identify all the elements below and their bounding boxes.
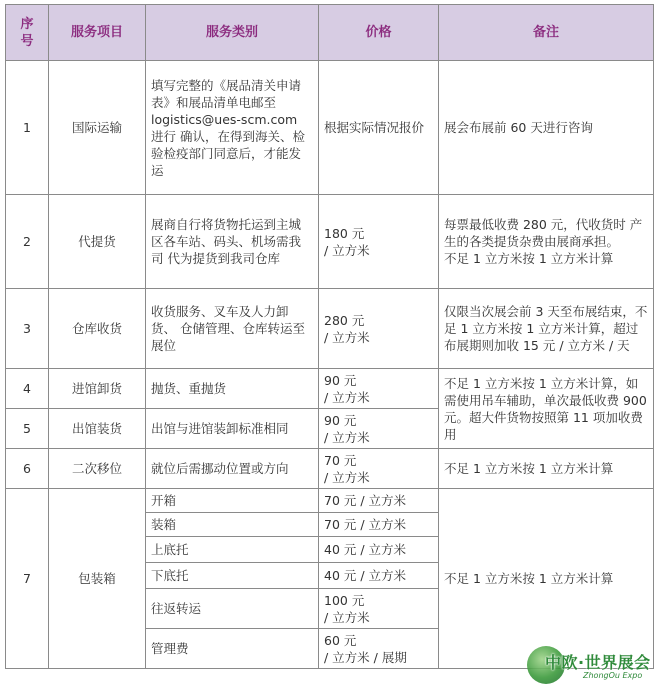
sub-service-price: 40 元 / 立方米 bbox=[319, 537, 439, 563]
header-item: 服务项目 bbox=[49, 5, 146, 61]
expo-logo bbox=[527, 638, 651, 694]
sub-service-category: 开箱 bbox=[146, 489, 319, 513]
sub-service-price: 40 元 / 立方米 bbox=[319, 563, 439, 589]
sub-service-price: 70 元 / 立方米 bbox=[319, 513, 439, 537]
service-category: 出馆与进馆装卸标准相同 bbox=[146, 409, 319, 449]
service-remark: 展会布展前 60 天进行咨询 bbox=[439, 61, 654, 195]
service-item: 国际运输 bbox=[49, 61, 146, 195]
service-item: 代提货 bbox=[49, 195, 146, 289]
service-category: 展商自行将货物托运到主城 区各车站、码头、机场需我司 代为提货到我司仓库 bbox=[146, 195, 319, 289]
row-number: 1 bbox=[6, 61, 49, 195]
table-row bbox=[6, 369, 654, 409]
service-price: 70 元 / 立方米 bbox=[319, 449, 439, 489]
header-remark: 备注 bbox=[439, 5, 654, 61]
sub-service-price: 60 元 / 立方米 / 展期 bbox=[319, 629, 439, 669]
service-remark: 不足 1 立方米按 1 立方米计算 bbox=[439, 449, 654, 489]
row-number: 5 bbox=[6, 409, 49, 449]
service-category: 收货服务、叉车及人力卸货、 仓储管理、仓库转运至展位 bbox=[146, 289, 319, 369]
header-row bbox=[6, 5, 654, 61]
logo-subtitle: ZhongOu Expo bbox=[583, 671, 643, 680]
sub-service-price: 100 元 / 立方米 bbox=[319, 589, 439, 629]
row-number: 2 bbox=[6, 195, 49, 289]
sub-service-category: 上底托 bbox=[146, 537, 319, 563]
sub-service-category: 往返转运 bbox=[146, 589, 319, 629]
table-row bbox=[6, 489, 654, 513]
row-number: 7 bbox=[6, 489, 49, 669]
service-item: 进馆卸货 bbox=[49, 369, 146, 409]
service-item: 仓库收货 bbox=[49, 289, 146, 369]
service-remark: 不足 1 立方米按 1 立方米计算，如需使用吊车辅助，单次最低收费 900 元。超大件货物按照第 11 项加收费用 bbox=[439, 369, 654, 449]
service-item: 包装箱 bbox=[49, 489, 146, 669]
sub-service-category: 管理费 bbox=[146, 629, 319, 669]
sub-service-category: 装箱 bbox=[146, 513, 319, 537]
sub-service-price: 70 元 / 立方米 bbox=[319, 489, 439, 513]
header-price: 价格 bbox=[319, 5, 439, 61]
service-price: 280 元 / 立方米 bbox=[319, 289, 439, 369]
service-item: 出馆装货 bbox=[49, 409, 146, 449]
service-category: 填写完整的《展品清关申请 表》和展品清单电邮至 logistics@ues-scm.com 进行 确认，在得到海关、检验检疫部门同意后，才能发运 bbox=[146, 61, 319, 195]
table-row bbox=[6, 449, 654, 489]
service-remark: 每票最低收费 280 元，代收货时 产生的各类提货杂费由展商承担。 不足 1 立方米按 1 立方米计算 bbox=[439, 195, 654, 289]
price-table bbox=[5, 4, 654, 669]
table-row bbox=[6, 61, 654, 195]
service-price: 根据实际情况报价 bbox=[319, 61, 439, 195]
row-number: 3 bbox=[6, 289, 49, 369]
table-row bbox=[6, 195, 654, 289]
service-price: 90 元 / 立方米 bbox=[319, 409, 439, 449]
service-category: 就位后需挪动位置或方向 bbox=[146, 449, 319, 489]
service-remark: 仅限当次展会前 3 天至布展结束，不足 1 立方米按 1 立方米计算，超过布展期则加收 15 元 / 立方米 / 天 bbox=[439, 289, 654, 369]
service-price: 180 元 / 立方米 bbox=[319, 195, 439, 289]
service-price: 90 元 / 立方米 bbox=[319, 369, 439, 409]
header-category: 服务类别 bbox=[146, 5, 319, 61]
table-row bbox=[6, 289, 654, 369]
row-number: 4 bbox=[6, 369, 49, 409]
service-item: 二次移位 bbox=[49, 449, 146, 489]
service-category: 抛货、重抛货 bbox=[146, 369, 319, 409]
service-remark: 不足 1 立方米按 1 立方米计算 bbox=[439, 489, 654, 669]
sub-service-category: 下底托 bbox=[146, 563, 319, 589]
row-number: 6 bbox=[6, 449, 49, 489]
header-no: 序号 bbox=[6, 5, 49, 61]
logo-title: 中欧·世界展会 bbox=[545, 653, 651, 672]
